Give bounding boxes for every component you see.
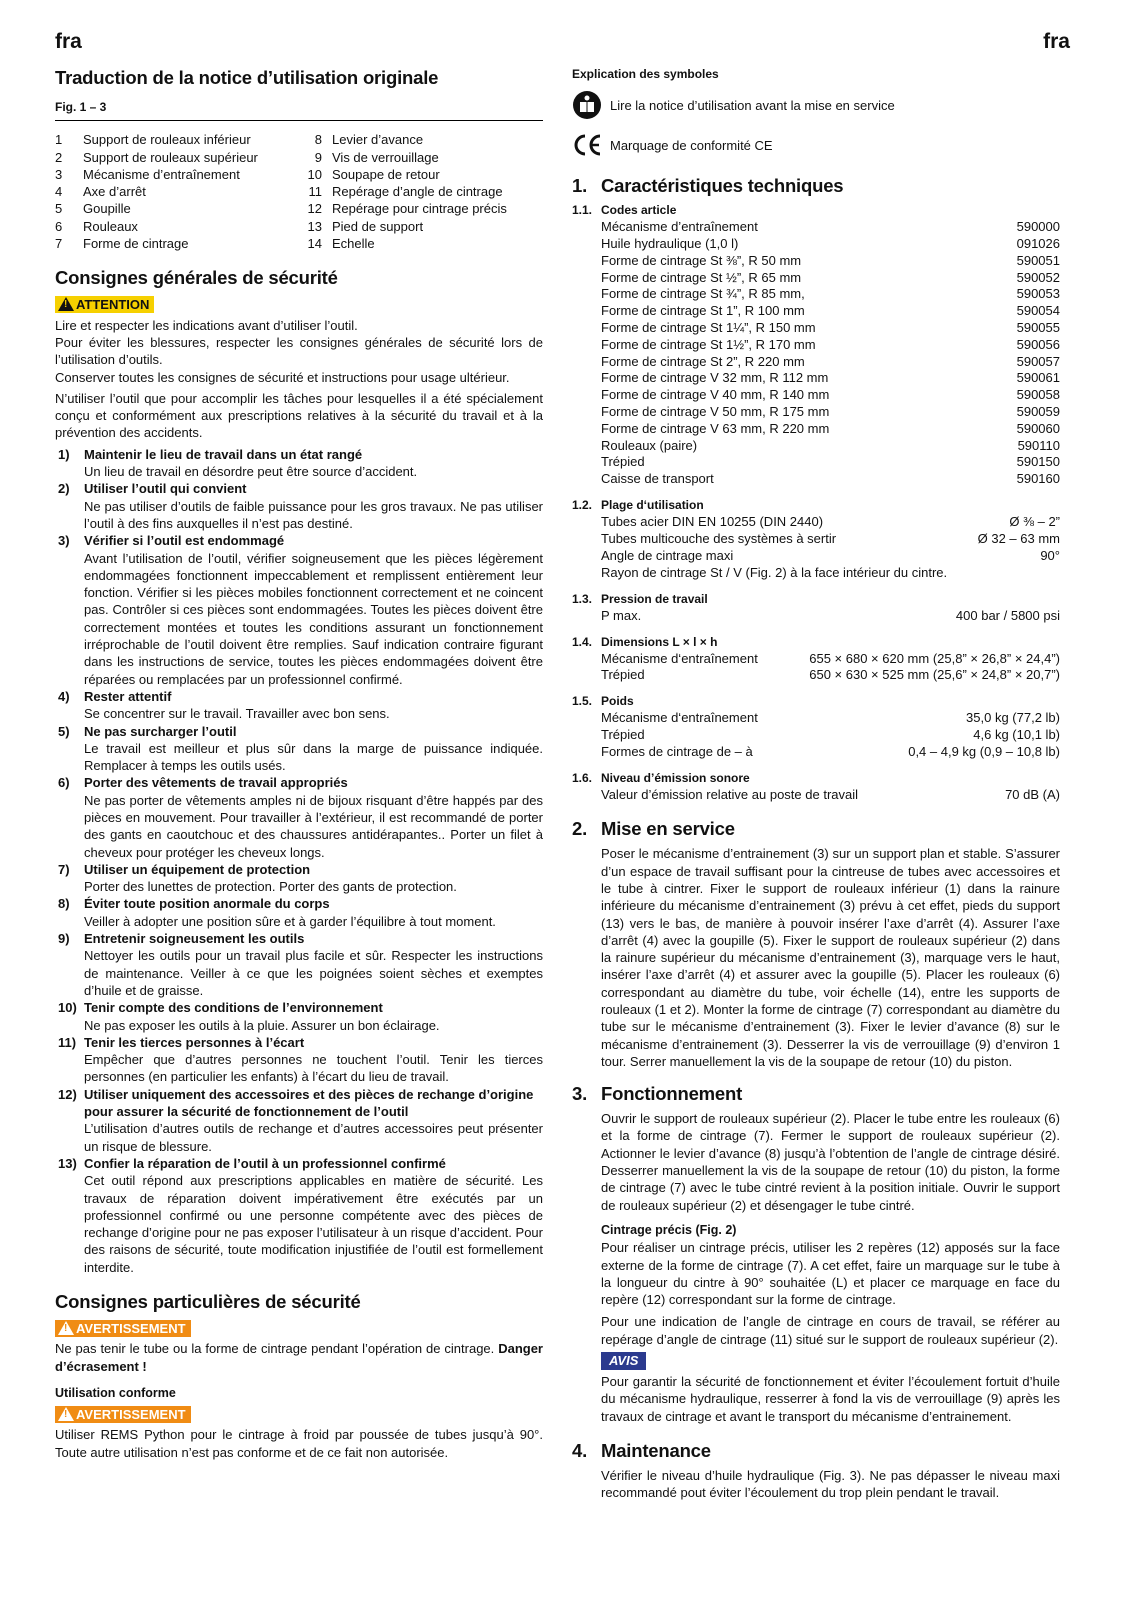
- precise-bending-title: Cintrage précis (Fig. 2): [601, 1222, 737, 1237]
- section-1-6: 1.6. Niveau d’émission sonore Valeur d’émission relative au poste de travail 70 dB (A): [572, 770, 1060, 802]
- legend-number: 7: [55, 236, 63, 252]
- safety-item-number: 3): [58, 533, 70, 549]
- article-code-row: [572, 253, 1060, 270]
- article-code-row: [572, 370, 1060, 387]
- safety-item-body: Ne pas exposer les outils à la pluie. Assurer un bon éclairage.: [84, 1017, 440, 1033]
- safety-item-heading: Rester attentif: [84, 688, 172, 704]
- symbol-manual-row: [572, 90, 1060, 120]
- legend-label: Echelle: [332, 236, 375, 252]
- safety-item-number: 11): [58, 1034, 77, 1050]
- safety-item-body: Se concentrer sur le travail. Travailler avec bon sens.: [84, 706, 390, 722]
- language-code-right: fra: [1043, 30, 1070, 53]
- safety-item-number: 4): [58, 688, 70, 704]
- article-code: 590058: [1016, 387, 1060, 403]
- avis-badge: AVIS: [601, 1352, 646, 1370]
- legend-label: Axe d’arrêt: [83, 184, 146, 200]
- article-code-row: [572, 320, 1060, 337]
- article-code: 590059: [1016, 404, 1060, 420]
- intended-use-title: Utilisation conforme: [55, 1385, 176, 1400]
- range-label: Tubes multicouche des systèmes à sertir: [601, 530, 837, 546]
- article-code-row: [572, 236, 1060, 253]
- section-3-title: 3. Fonctionnement: [572, 1083, 743, 1105]
- article-code: 590150: [1016, 454, 1060, 470]
- general-safety-title: Consignes générales de sécurité: [55, 267, 338, 289]
- safety-item-number: 5): [58, 723, 70, 739]
- safety-item: [55, 895, 543, 930]
- language-code-left: fra: [55, 30, 82, 53]
- article-name: Huile hydraulique (1,0 l): [601, 236, 739, 252]
- article-code-row: [572, 270, 1060, 287]
- avis-text: Pour garantir la sécurité de fonctionnement et éviter l’écoulement fortuit d’huile du mécanisme hydraulique, resserrer à fond la vis de verrouillage (9) après les travaux de cintrage et avant le transport du mécanisme d’entrainement.: [601, 1374, 1060, 1424]
- document-title: Traduction de la notice d’utilisation originale: [55, 67, 439, 88]
- safety-item-number: 13): [58, 1155, 77, 1171]
- safety-item: [55, 688, 543, 723]
- article-code: 590055: [1016, 320, 1060, 336]
- safety-item-heading: Vérifier si l’outil est endommagé: [84, 533, 285, 549]
- legend-label: Repérage pour cintrage précis: [332, 201, 507, 217]
- article-name: Forme de cintrage St ¾”, R 85 mm,: [601, 286, 805, 302]
- legend-number: 10: [307, 166, 322, 182]
- symbol-manual-text: Lire la notice d’utilisation avant la mise en service: [610, 97, 895, 113]
- legend-number: 12: [307, 201, 322, 217]
- range-value: 90°: [1040, 547, 1060, 563]
- article-name: Forme de cintrage V 63 mm, R 220 mm: [601, 420, 830, 436]
- ce-mark-icon: [572, 130, 602, 160]
- article-name: Forme de cintrage St ⅜”, R 50 mm: [601, 252, 802, 268]
- intended-use-text: Utiliser REMS Python pour le cintrage à froid par poussée de tubes jusqu’à 90°. Toute autre utilisation n’est pas conforme et de ce fait non autorisée.: [55, 1427, 543, 1460]
- general-paragraph-4: N’utiliser l’outil que pour accomplir les tâches pour lesquelles il a été spécialement conçu et conformément aux prescriptions relatives à la sécurité du travail et à la prévention des accidents.: [55, 390, 543, 441]
- safety-item-body: Cet outil répond aux prescriptions applicables en matière de sécurité. Les travaux de réparation doivent impérativement être exécutés par un professionnel confirmé ou une personne compétente avec des pièces de rechange d’origine pour ne pas exposer l’utilisateur à un risque d’accident. Pour des raisons de sécurité, toute modification injustifiée de l’outil est formellement interdite.: [84, 1173, 543, 1275]
- article-code-row: [572, 286, 1060, 303]
- article-code-row: [572, 337, 1060, 354]
- article-name: Forme de cintrage V 50 mm, R 175 mm: [601, 404, 830, 420]
- article-name: Forme de cintrage St 1”, R 100 mm: [601, 303, 805, 319]
- legend-label: Repérage d’angle de cintrage: [332, 184, 503, 200]
- article-code-row: [572, 404, 1060, 421]
- safety-item-body: Nettoyer les outils pour un travail plus facile et sûr. Respecter les instructions de maintenance. Veiller à ce que les poignées soient sèches et exemptes d’huile et de graisse.: [84, 948, 543, 998]
- left-column: [55, 66, 543, 1461]
- safety-item: [55, 446, 543, 481]
- range-value: Ø ⅜ – 2”: [1009, 514, 1060, 530]
- legend-label: Levier d’avance: [332, 132, 424, 148]
- weight-row: Formes de cintrage de – à 0,4 – 4,9 kg (0,9 – 10,8 lb): [601, 743, 1060, 759]
- range-list: [572, 514, 1060, 564]
- section-1-2: 1.2. Plage d‘utilisation Tubes acier DIN EN 10255 (DIN 2440) Ø ⅜ – 2” Tubes multicouche des systèmes à sertir Ø 32 – 63 mm Angle de cintrage maxi 90° Rayon de cintrage St / V (Fig. 2) à la face intérieur du cintre.: [572, 498, 1060, 581]
- legend-number: 6: [55, 218, 63, 234]
- legend-number: 5: [55, 201, 63, 217]
- article-name: Rouleaux (paire): [601, 437, 698, 453]
- symbols-title: Explication des symboles: [572, 67, 719, 81]
- range-label: Tubes acier DIN EN 10255 (DIN 2440): [601, 514, 824, 530]
- safety-item-number: 7): [58, 861, 70, 877]
- article-name: Caisse de transport: [601, 471, 714, 487]
- section-1-3: 1.3. Pression de travail P max. 400 bar / 5800 psi: [572, 591, 1060, 623]
- safety-item-body: Le travail est meilleur et plus sûr dans la marge de puissance indiquée. Remplacer à temps les outils usés.: [84, 740, 543, 774]
- legend-label: Support de rouleaux inférieur: [83, 132, 251, 148]
- article-code: 590053: [1016, 286, 1060, 302]
- article-name: Trépied: [601, 454, 645, 470]
- article-name: Forme de cintrage St 2”, R 220 mm: [601, 353, 805, 369]
- safety-item: [55, 1086, 543, 1155]
- legend-number: 4: [55, 184, 63, 200]
- safety-item-heading: Tenir les tierces personnes à l’écart: [84, 1034, 305, 1050]
- article-name: Forme de cintrage St ½”, R 65 mm: [601, 269, 802, 285]
- warning-triangle-icon: [58, 1321, 74, 1335]
- article-code: 590000: [1016, 219, 1060, 235]
- legend-number: 14: [307, 236, 322, 252]
- article-code: 091026: [1016, 236, 1060, 252]
- pressure-row: P max. 400 bar / 5800 psi: [601, 607, 1060, 623]
- warning-triangle-icon: [58, 297, 74, 311]
- safety-items-list: [55, 446, 543, 1276]
- safety-item: [55, 480, 543, 532]
- dims-row: Mécanisme d‘entraînement 655 × 680 × 620 mm (25,8” × 26,8” × 24,4”): [601, 650, 1060, 666]
- safety-item-number: 8): [58, 896, 70, 912]
- legend-number: 9: [314, 149, 322, 165]
- article-code: 590056: [1016, 336, 1060, 352]
- noise-row: Valeur d’émission relative au poste de travail 70 dB (A): [601, 786, 1060, 802]
- general-paragraph-2: Pour éviter les blessures, respecter les consignes générales de sécurité lors de l’utilisation d’outils.: [55, 334, 543, 368]
- section-1-title: 1. Caractéristiques techniques: [572, 175, 844, 197]
- range-label: Angle de cintrage maxi: [601, 547, 734, 563]
- read-manual-icon: [572, 90, 602, 120]
- article-code-row: [572, 438, 1060, 455]
- safety-item-number: 9): [58, 931, 70, 947]
- special-safety-title: Consignes particulières de sécurité: [55, 1291, 361, 1312]
- safety-item-heading: Utiliser uniquement des accessoires et des pièces de rechange d’origine pour assurer la sécurité de fonctionnement de l’outil: [84, 1086, 534, 1120]
- safety-item: [55, 774, 543, 860]
- range-value: Ø 32 – 63 mm: [977, 530, 1060, 546]
- section-3-text: Ouvrir le support de rouleaux supérieur (2). Placer le tube entre les rouleaux (6) et la forme de cintrage (7). Fermer le support de rouleaux supérieur (2). Actionner le levier d’avance (8) jusqu’à l’obtention de l’angle de cintrage désiré. Desserrer manuellement la vis de la soupape de retour (10) du piston, la forme de cintrage (7) avec le tube cintré revient à la position initiale. Ouvrir le support de rouleaux supérieur (2) et désengager le tube cintré.: [601, 1111, 1060, 1213]
- article-codes-list: [572, 219, 1060, 488]
- safety-item-heading: Entretenir soigneusement les outils: [84, 931, 305, 947]
- section-1-1: 1.1. Codes article Mécanisme d’entraînement 590000 Huile hydraulique (1,0 l) 091026 Forme de cintrage St ⅜”, R 50 mm 590051 Forme de cintrage St ½”, R 65 mm 590052 Forme de cintrage St ¾”, R 85 mm, 590053 Forme de cintrage St 1”, R 100 mm 590054 Forme de cintrage St 1¼”, R 150 mm 590055 Forme de cintrage St 1½”, R 170 mm 590056 Forme de cintrage St 2”, R 220 mm 590057 Forme de cintrage V 32 mm, R 112 mm 590061 Forme de cintrage V 40 mm, R 140 mm 590058 Forme de cintrage V 50 mm, R 175 mm 590059 Forme de cintrage V 63 mm, R 220 mm 590060 Rouleaux (paire) 590110 Trépied 590150 Caisse de transport 590160: [572, 203, 1060, 487]
- article-code: 590160: [1016, 471, 1060, 487]
- article-code: 590061: [1016, 370, 1060, 386]
- safety-item-body: Porter des lunettes de protection. Porter des gants de protection.: [84, 879, 457, 895]
- article-code: 590110: [1017, 437, 1060, 453]
- article-code-row: [572, 303, 1060, 320]
- range-row: [572, 531, 1060, 548]
- safety-item: [55, 861, 543, 896]
- safety-item: [55, 532, 543, 688]
- right-column: [572, 66, 1060, 1502]
- general-paragraph-1: Lire et respecter les indications avant d’utiliser l’outil.: [55, 317, 358, 333]
- legend-number: 11: [308, 184, 322, 200]
- section-2-text: Poser le mécanisme d’entrainement (3) sur un support plan et stable. S’assurer d’un espace de travail suffisant pour la cintreuse de tubes avec accessoires et le tube à cintrer. Fixer le support de rouleaux inférieur (1) dans la rainure inférieure du mécanisme d’entrainement (3) prévu à cet effet, pieds du support (13) vers le bas, de manière à pouvoir insérer l’axe d’arrêt (4). Assurer l’axe d’arrêt (4) avec la goupille (5). Fixer le support de rouleaux supérieur (2) dans la rainure supérieur du mécanisme d’entrainement (3), marquage vers le haut, insérer l’axe d’arrêt (4) et assurer avec la goupille (5). Placer les rouleaux (6) correspondant au diamètre du tube, voir échelle (14), entre les supports de rouleaux (1 et 2). Monter la forme de cintrage (7) correspondant au diamètre du tube sur le mécanisme d’entrainement (3). Fixer le levier d’avance (8) sur le mécanisme d’entrainement (3). Desserrer la vis de verrouillage (9) d’environ 1 tour. Serrer manuellement la vis de la soupape de retour (10) du piston.: [601, 846, 1060, 1069]
- article-name: Forme de cintrage V 40 mm, R 140 mm: [601, 387, 830, 403]
- legend-label: Rouleaux: [83, 218, 138, 234]
- article-name: Forme de cintrage St 1¼”, R 150 mm: [601, 320, 816, 336]
- weight-row: Mécanisme d‘entraînement 35,0 kg (77,2 lb): [601, 710, 1060, 726]
- dims-row: Trépied 650 × 630 × 525 mm (25,6” × 24,8” × 20,7”): [601, 667, 1060, 683]
- safety-item-heading: Ne pas surcharger l’outil: [84, 723, 237, 739]
- precise-bending-text: Pour réaliser un cintrage précis, utiliser les 2 repères (12) apposés sur la face externe de la forme de cintrage (7). A cet effet, faire un marquage sur le tube à la longueur du cintre à 90° souhaitée (L) et placer ce marquage en face du repère (12) correspondant sur la forme de cintrage.: [601, 1240, 1060, 1308]
- section-4-text: Vérifier le niveau d’huile hydraulique (Fig. 3). Ne pas dépasser le niveau maxi recommandé pout éviter l’écoulement du trop plein pendant le travail.: [601, 1467, 1060, 1501]
- attention-badge: !ATTENTION: [55, 296, 154, 313]
- warning-badge: !AVERTISSEMENT: [55, 1320, 191, 1337]
- article-code-row: [572, 454, 1060, 471]
- safety-item-heading: Porter des vêtements de travail appropriés: [84, 775, 348, 791]
- range-note: Rayon de cintrage St / V (Fig. 2) à la face intérieur du cintre.: [601, 565, 948, 581]
- safety-item-number: 6): [58, 775, 70, 791]
- warning-triangle-icon: [58, 1407, 74, 1421]
- article-code: 590060: [1016, 420, 1060, 436]
- section-1-4: 1.4. Dimensions L × l × h Mécanisme d‘entraînement 655 × 680 × 620 mm (25,8” × 26,8” × 24,4”) Trépied 650 × 630 × 525 mm (25,6” × 24,8” × 20,7”): [572, 634, 1060, 683]
- safety-item-number: 10): [58, 1000, 77, 1016]
- legend-number: 13: [307, 218, 322, 234]
- range-row: [572, 548, 1060, 565]
- safety-item-body: Un lieu de travail en désordre peut être source d’accident.: [84, 464, 418, 480]
- section-2-title: 2. Mise en service: [572, 818, 735, 840]
- legend-number: 8: [314, 132, 322, 148]
- article-code: 590051: [1016, 252, 1060, 268]
- safety-item-body: Ne pas porter de vêtements amples ni de bijoux risquant d’être happés par des pièces en mouvement. Pour travailler à l’extérieur, il est recommandé de porter des gants en caoutchouc et des chaussures antidérapantes.. Porter un filet à cheveux pour protéger les cheveux longs.: [84, 792, 543, 860]
- weight-row: Trépied 4,6 kg (10,1 lb): [601, 726, 1060, 742]
- legend-number: 3: [55, 166, 63, 182]
- legend-number: 1: [55, 132, 63, 148]
- general-paragraph-3: Conserver toutes les consignes de sécurité et instructions pour usage ultérieur.: [55, 369, 510, 385]
- article-code: 590054: [1016, 303, 1060, 319]
- article-code: 590052: [1016, 269, 1060, 285]
- symbol-ce-text: Marquage de conformité CE: [610, 137, 773, 153]
- legend-label: Support de rouleaux supérieur: [83, 149, 258, 165]
- legend-label: Soupape de retour: [332, 166, 440, 182]
- safety-item: [55, 723, 543, 775]
- section-4-title: 4. Maintenance: [572, 1439, 711, 1461]
- article-code: 590057: [1016, 353, 1060, 369]
- safety-item: [55, 930, 543, 999]
- legend-label: Goupille: [83, 201, 131, 217]
- safety-item-heading: Maintenir le lieu de travail dans un état rangé: [84, 446, 363, 462]
- legend-label: Mécanisme d’entraînement: [83, 166, 240, 182]
- safety-item-body: Ne pas utiliser d’outils de faible puissance pour les gros travaux. Ne pas utiliser l’outil à des fins auxquelles il n’est pas destiné.: [84, 498, 543, 531]
- article-code-row: [572, 387, 1060, 404]
- article-name: Forme de cintrage St 1½”, R 170 mm: [601, 336, 816, 352]
- safety-item-heading: Tenir compte des conditions de l’environnement: [84, 1000, 383, 1016]
- safety-item-body: Empêcher que d’autres personnes ne touchent l’outil. Tenir les tierces personnes (en particulier les enfants) à l’écart du lieu de travail.: [84, 1052, 543, 1085]
- article-code-row: [572, 219, 1060, 236]
- safety-item: [55, 1034, 543, 1086]
- safety-item-number: 12): [58, 1086, 77, 1102]
- article-code-row: [572, 421, 1060, 438]
- article-name: Mécanisme d’entraînement: [601, 219, 758, 235]
- section-1-5: 1.5. Poids Mécanisme d‘entraînement 35,0 kg (77,2 lb) Trépied 4,6 kg (10,1 lb) Formes de cintrage de – à 0,4 – 4,9 kg (0,9 – 10,8 lb): [572, 694, 1060, 759]
- safety-item-body: Veiller à adopter une position sûre et à garder l’équilibre à tout moment.: [84, 913, 496, 929]
- article-code-row: [572, 354, 1060, 371]
- legend-number: 2: [55, 149, 63, 165]
- special-safety-text: Ne pas tenir le tube ou la forme de cintrage pendant l’opération de cintrage. Danger d’écrasement !: [55, 1341, 543, 1374]
- warning-badge-2: !AVERTISSEMENT: [55, 1406, 191, 1423]
- safety-item: [55, 999, 543, 1034]
- range-row: [572, 514, 1060, 531]
- symbol-ce-row: [572, 130, 1060, 160]
- safety-item-body: Avant l’utilisation de l’outil, vérifier soigneusement que les pièces légèrement endommagées fonctionnent impeccablement et remplissent entièrement leur fonction. Vérifier si les pièces mobiles fonctionnent correctement et ne coincent pas. Contrôler si ces pièces sont endommagées. Toutes les pièces doivent être correctement montées et toutes les conditions assurant un fonctionnement irréprochable de l’outil doivent être remplies. Sauf indication contraire figurant dans les instructions de service, toutes les pièces endommagées doivent être réparées ou remplacées par un professionnel confirmé.: [84, 550, 543, 687]
- safety-item-heading: Utiliser l’outil qui convient: [84, 481, 247, 497]
- figure-label: Fig. 1 – 3: [55, 99, 543, 121]
- safety-item-number: 1): [58, 446, 70, 462]
- article-code-row: [572, 471, 1060, 488]
- legend-label: Vis de verrouillage: [332, 149, 439, 165]
- safety-item: [55, 1155, 543, 1276]
- safety-item-heading: Confier la réparation de l’outil à un professionnel confirmé: [84, 1155, 446, 1171]
- legend-label: Forme de cintrage: [83, 236, 189, 252]
- safety-item-body: L’utilisation d’autres outils de rechange et d’autres accessoires peut présenter un risque de blessure.: [84, 1121, 543, 1154]
- safety-item-number: 2): [58, 481, 70, 497]
- angle-indication-text: Pour une indication de l’angle de cintrage en cours de travail, se référer au repérage d’angle de cintrage (11) situé sur le support de rouleaux supérieur (2).: [601, 1314, 1060, 1347]
- safety-item-heading: Utiliser un équipement de protection: [84, 861, 311, 877]
- article-name: Forme de cintrage V 32 mm, R 112 mm: [601, 370, 829, 386]
- legend-label: Pied de support: [332, 218, 424, 234]
- parts-legend: [55, 131, 543, 252]
- safety-item-heading: Éviter toute position anormale du corps: [84, 896, 330, 912]
